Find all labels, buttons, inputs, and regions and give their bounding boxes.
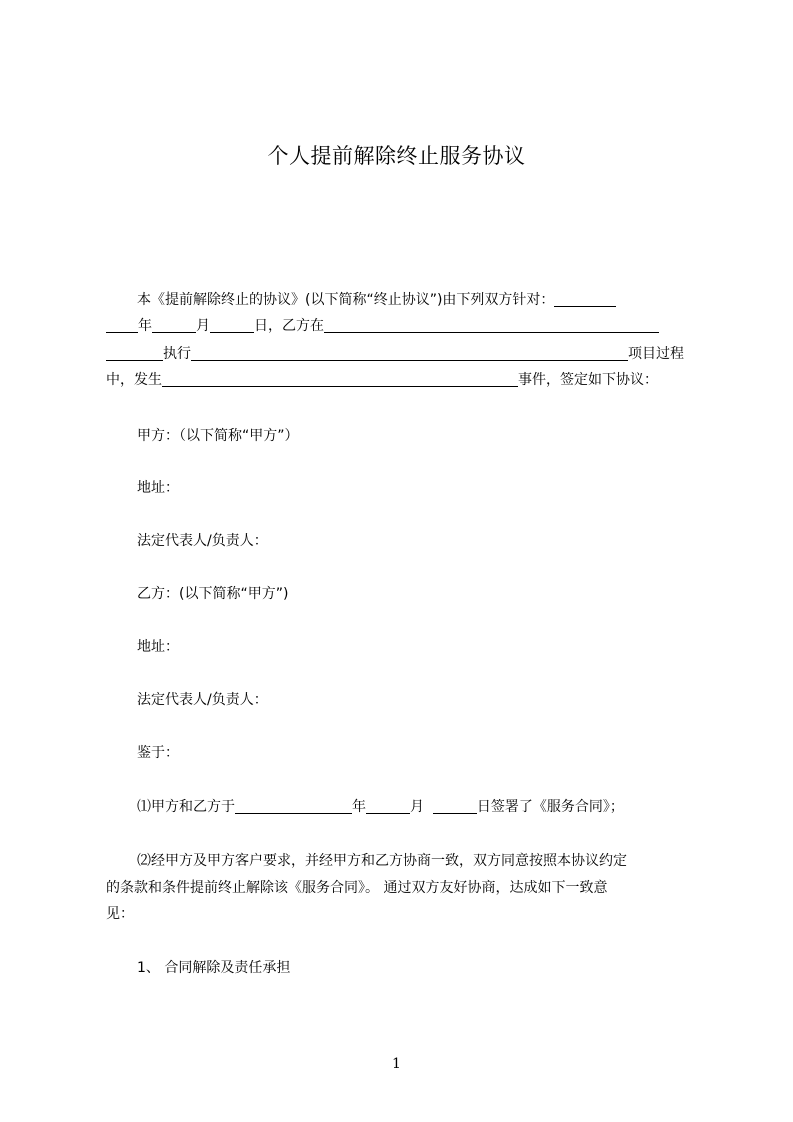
whereas-heading: 鉴于： bbox=[137, 745, 179, 761]
clause-2-line-3: 见： bbox=[106, 906, 134, 922]
intro-line-2 bbox=[106, 316, 706, 336]
party-a-representative: 法定代表人/负责人： bbox=[137, 533, 268, 549]
blank-field bbox=[210, 318, 254, 333]
page-title: 个人提前解除终止服务协议 bbox=[267, 144, 526, 168]
party-b-label: 乙方：(以下简称“甲方”) bbox=[137, 586, 289, 602]
blank-field bbox=[162, 372, 518, 387]
intro-line-4 bbox=[106, 370, 706, 390]
event-sign-text: 事件，签定如下协议： bbox=[518, 372, 658, 388]
middle-occur-text: 中，发生 bbox=[106, 372, 162, 388]
month-label: 月 bbox=[196, 318, 210, 334]
execute-label: 执行 bbox=[163, 346, 191, 362]
blank-field bbox=[235, 799, 352, 814]
clause-1-lead: ⑴甲方和乙方于 bbox=[137, 799, 235, 815]
party-a-label: 甲方：（以下简称“甲方”） bbox=[137, 428, 299, 444]
clause-2-line-2: 的条款和条件提前终止解除该《服务合同》。 通过双方友好协商，达成如下一致意 bbox=[106, 880, 608, 896]
page-number: 1 bbox=[392, 1056, 401, 1072]
party-a-address: 地址： bbox=[137, 480, 179, 496]
clause-2-line-1: ⑵经甲方及甲方客户要求，并经甲方和乙方协商一致，双方同意按照本协议约定 bbox=[137, 853, 627, 869]
year-label: 年 bbox=[138, 318, 152, 334]
blank-field bbox=[366, 799, 410, 814]
blank-field bbox=[324, 318, 659, 333]
blank-field bbox=[152, 318, 196, 333]
clause-1-month: 月 bbox=[410, 799, 424, 815]
intro-text: 本《提前解除终止的协议》(以下简称“终止协议”)由下列双方针对： bbox=[137, 292, 555, 308]
blank-field bbox=[433, 799, 477, 814]
blank-field bbox=[106, 346, 163, 361]
project-process-text: 项目过程 bbox=[628, 346, 684, 362]
intro-line-3 bbox=[106, 344, 706, 364]
blank-field bbox=[191, 346, 628, 361]
section-1-heading: 1、 合同解除及责任承担 bbox=[137, 960, 291, 976]
day-party-b-text: 日，乙方在 bbox=[254, 318, 324, 334]
intro-line-1 bbox=[137, 290, 707, 310]
party-b-representative: 法定代表人/负责人： bbox=[137, 692, 268, 708]
blank-field bbox=[106, 318, 138, 333]
party-b-address: 地址： bbox=[137, 639, 179, 655]
clause-1 bbox=[137, 797, 697, 817]
clause-1-end: 日签署了《服务合同》； bbox=[476, 799, 624, 815]
blank-field bbox=[554, 292, 616, 307]
clause-1-year: 年 bbox=[352, 799, 366, 815]
